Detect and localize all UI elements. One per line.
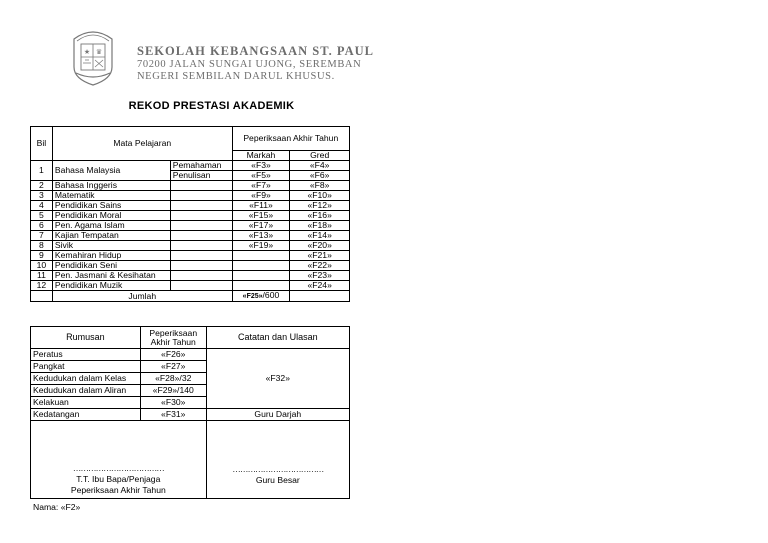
summary-label: Kedudukan dalam Aliran bbox=[31, 385, 141, 397]
row-bil: 5 bbox=[31, 211, 53, 221]
summary-label: Kedudukan dalam Kelas bbox=[31, 373, 141, 385]
summary-value: «F30» bbox=[140, 397, 206, 409]
parent-signature-cell bbox=[31, 421, 207, 499]
row-bil: 12 bbox=[31, 281, 53, 291]
row-bil: 3 bbox=[31, 191, 53, 201]
row-marks: «F3» bbox=[232, 161, 290, 171]
table-row bbox=[31, 271, 350, 281]
row-subject: Bahasa Malaysia bbox=[52, 161, 170, 181]
table-row bbox=[31, 161, 350, 171]
grades-table bbox=[30, 126, 350, 302]
row-grade: «F20» bbox=[290, 241, 350, 251]
row-grade: «F16» bbox=[290, 211, 350, 221]
summary-label: Pangkat bbox=[31, 361, 141, 373]
row-subject: Bahasa Inggeris bbox=[52, 181, 170, 191]
row-subject: Pendidikan Moral bbox=[52, 211, 170, 221]
total-row bbox=[31, 291, 350, 302]
row-subcomponent bbox=[170, 261, 232, 271]
row-subcomponent bbox=[170, 281, 232, 291]
header-subject: Mata Pelajaran bbox=[52, 127, 232, 161]
summary-label: Peratus bbox=[31, 349, 141, 361]
signature-line: ……………………………… bbox=[232, 464, 324, 474]
row-marks: «F15» bbox=[232, 211, 290, 221]
signature-line: ……………………………… bbox=[72, 463, 164, 473]
row-grade: «F4» bbox=[290, 161, 350, 171]
row-bil: 10 bbox=[31, 261, 53, 271]
row-subcomponent: Penulisan bbox=[170, 171, 232, 181]
summary-table bbox=[30, 326, 350, 499]
header-rumusan: Rumusan bbox=[31, 327, 141, 349]
row-subject: Pendidikan Sains bbox=[52, 201, 170, 211]
row-subject: Pen. Jasmani & Kesihatan bbox=[52, 271, 170, 281]
row-bil: 8 bbox=[31, 241, 53, 251]
header-notes: Catatan dan Ulasan bbox=[206, 327, 349, 349]
summary-label: Kedatangan bbox=[31, 409, 141, 421]
row-marks bbox=[232, 281, 290, 291]
table-row bbox=[31, 409, 350, 421]
row-marks: «F13» bbox=[232, 231, 290, 241]
row-subcomponent: Pemahaman bbox=[170, 161, 232, 171]
headmaster-label: Guru Besar bbox=[255, 475, 300, 485]
row-grade: «F22» bbox=[290, 261, 350, 271]
row-subject: Kemahiran Hidup bbox=[52, 251, 170, 261]
row-bil: 9 bbox=[31, 251, 53, 261]
name-label: Nama: bbox=[33, 502, 59, 512]
table-row bbox=[31, 231, 350, 241]
school-name: SEKOLAH KEBANGSAAN ST. PAUL bbox=[137, 44, 374, 58]
header-exam: Peperiksaan Akhir Tahun bbox=[232, 127, 349, 151]
row-subject: Pendidikan Seni bbox=[52, 261, 170, 271]
row-subcomponent bbox=[170, 191, 232, 201]
row-subcomponent bbox=[170, 211, 232, 221]
row-marks: «F11» bbox=[232, 201, 290, 211]
school-address-line1: 70200 JALAN SUNGAI UJONG, SEREMBAN bbox=[137, 59, 362, 70]
header-exam-line2: Akhir Tahun bbox=[150, 336, 196, 347]
school-address-line2: NEGERI SEMBILAN DARUL KHUSUS. bbox=[137, 71, 335, 82]
row-marks: «F17» bbox=[232, 221, 290, 231]
total-label: Jumlah bbox=[52, 291, 232, 302]
headmaster-signature-cell bbox=[206, 421, 349, 499]
row-grade: «F8» bbox=[290, 181, 350, 191]
row-bil: 4 bbox=[31, 201, 53, 211]
summary-value: «F26» bbox=[140, 349, 206, 361]
row-marks: «F9» bbox=[232, 191, 290, 201]
svg-text:★: ★ bbox=[83, 49, 91, 56]
row-bil: 1 bbox=[31, 161, 53, 181]
table-row bbox=[31, 281, 350, 291]
row-grade: «F23» bbox=[290, 271, 350, 281]
row-subcomponent bbox=[170, 231, 232, 241]
summary-value: «F31» bbox=[140, 409, 206, 421]
row-subcomponent bbox=[170, 241, 232, 251]
row-grade: «F21» bbox=[290, 251, 350, 261]
parent-sign-label: T.T. Ibu Bapa/Penjaga bbox=[76, 474, 161, 484]
name-field: «F2» bbox=[60, 502, 81, 512]
row-subject: Pen. Agama Islam bbox=[52, 221, 170, 231]
signature-row bbox=[31, 421, 350, 499]
table-row bbox=[31, 241, 350, 251]
row-subcomponent bbox=[170, 251, 232, 261]
parent-sign-label-exam: Peperiksaan Akhir Tahun bbox=[70, 485, 166, 495]
header-exam-line1: Peperiksaan bbox=[149, 327, 198, 338]
table-row bbox=[31, 211, 350, 221]
header-exam bbox=[140, 327, 206, 349]
row-subcomponent bbox=[170, 221, 232, 231]
table-row bbox=[31, 349, 350, 361]
header-marks: Markah bbox=[232, 151, 290, 161]
total-field: «F25» bbox=[242, 293, 263, 300]
table-row bbox=[31, 261, 350, 271]
total-suffix: /600 bbox=[262, 290, 280, 300]
row-grade: «F18» bbox=[290, 221, 350, 231]
document-title: REKOD PRESTASI AKADEMIK bbox=[128, 100, 295, 112]
row-subject: Sivik bbox=[52, 241, 170, 251]
header-grade: Gred bbox=[290, 151, 350, 161]
row-grade: «F10» bbox=[290, 191, 350, 201]
row-marks bbox=[232, 271, 290, 281]
summary-label: Kelakuan bbox=[31, 397, 141, 409]
table-row bbox=[31, 251, 350, 261]
table-row bbox=[31, 181, 350, 191]
summary-header-row bbox=[31, 327, 350, 349]
row-subject: Pendidikan Muzik bbox=[52, 281, 170, 291]
student-name bbox=[33, 502, 80, 512]
school-crest-logo bbox=[68, 27, 118, 87]
svg-text:♛: ♛ bbox=[95, 49, 103, 56]
summary-value: «F28»/32 bbox=[140, 373, 206, 385]
class-teacher-label: Guru Darjah bbox=[206, 409, 349, 421]
notes-cell: «F32» bbox=[206, 349, 349, 409]
row-bil: 6 bbox=[31, 221, 53, 231]
row-grade: «F24» bbox=[290, 281, 350, 291]
row-marks bbox=[232, 261, 290, 271]
row-subcomponent bbox=[170, 201, 232, 211]
row-subject: Kajian Tempatan bbox=[52, 231, 170, 241]
header-bil: Bil bbox=[31, 127, 53, 161]
grades-header-row bbox=[31, 127, 350, 151]
table-row bbox=[31, 201, 350, 211]
row-subcomponent bbox=[170, 181, 232, 191]
row-grade: «F12» bbox=[290, 201, 350, 211]
row-bil: 11 bbox=[31, 271, 53, 281]
table-row bbox=[31, 191, 350, 201]
row-subcomponent bbox=[170, 271, 232, 281]
row-subject: Matematik bbox=[52, 191, 170, 201]
school-header bbox=[137, 44, 374, 83]
row-bil: 7 bbox=[31, 231, 53, 241]
summary-value: «F27» bbox=[140, 361, 206, 373]
row-grade: «F14» bbox=[290, 231, 350, 241]
row-bil: 2 bbox=[31, 181, 53, 191]
table-row bbox=[31, 221, 350, 231]
summary-value: «F29»/140 bbox=[140, 385, 206, 397]
row-marks: «F19» bbox=[232, 241, 290, 251]
row-grade: «F6» bbox=[290, 171, 350, 181]
row-marks: «F7» bbox=[232, 181, 290, 191]
row-marks: «F5» bbox=[232, 171, 290, 181]
total-value bbox=[232, 291, 290, 302]
row-marks bbox=[232, 251, 290, 261]
